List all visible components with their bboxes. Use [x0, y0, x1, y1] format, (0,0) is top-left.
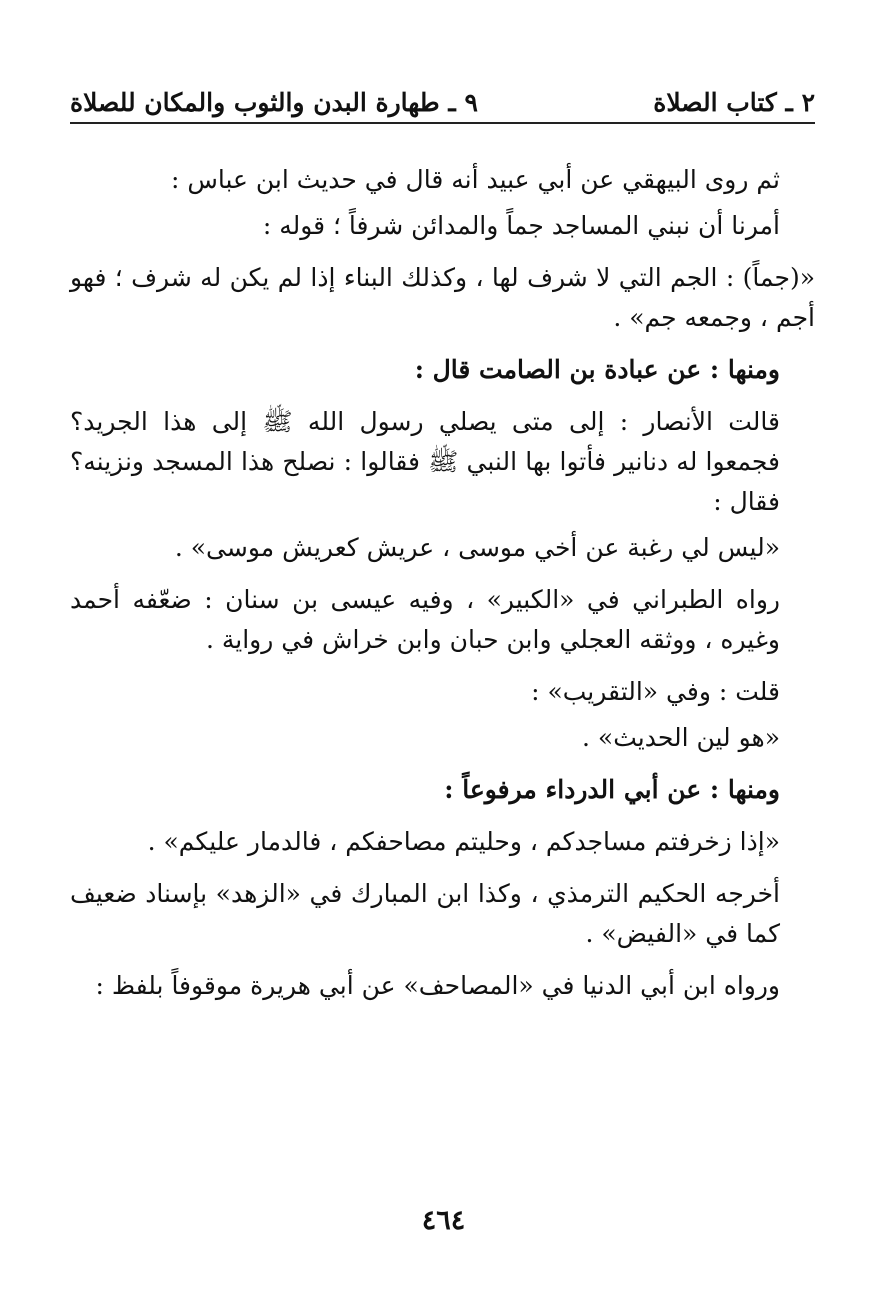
- quote-paragraph: «(جماً) : الجم التي لا شرف لها ، وكذلك البناء إذا لم يكن له شرف ؛ فهو أجم ، وجمعه جم» .: [70, 263, 815, 332]
- chapter-title: ٢ ـ كتاب الصلاة: [653, 88, 815, 117]
- page-number: ٤٦٤: [421, 1205, 466, 1236]
- paragraph: رواه الطبراني في «الكبير» ، وفيه عيسى بن سنان : ضعّفه أحمد وغيره ، ووثقه العجلي وابن حبان وابن خراش في رواية .: [70, 585, 780, 654]
- paragraph: قالت الأنصار : إلى متى يصلي رسول الله ﷺ إلى هذا الجريد؟ فجمعوا له دنانير فأتوا بها النبي ﷺ فقالوا : نصلح هذا المسجد ونزينه؟ فقال :: [70, 407, 780, 516]
- header-divider: [70, 122, 815, 124]
- paragraph: ثم روى البيهقي عن أبي عبيد أنه قال في حديث ابن عباس :: [170, 165, 780, 194]
- paragraph: ورواه ابن أبي الدنيا في «المصاحف» عن أبي هريرة موقوفاً بلفظ :: [95, 971, 780, 1000]
- subheading: ومنها : عن عبادة بن الصامت قال :: [414, 355, 780, 384]
- body-text: [70, 160, 815, 1006]
- running-header: [70, 70, 815, 118]
- paragraph: أخرجه الحكيم الترمذي ، وكذا ابن المبارك في «الزهد» بإسناد ضعيف كما في «الفيض» .: [70, 879, 780, 948]
- section-title: ٩ ـ طهارة البدن والثوب والمكان للصلاة: [70, 88, 478, 117]
- quote-paragraph: «ليس لي رغبة عن أخي موسى ، عريش كعريش موسى» .: [174, 533, 780, 562]
- quote-paragraph: «هو لين الحديث» .: [582, 723, 780, 752]
- paragraph: أمرنا أن نبني المساجد جماً والمدائن شرفاً ؛ قوله :: [262, 211, 780, 240]
- quote-paragraph: «إذا زخرفتم مساجدكم ، وحليتم مصاحفكم ، فالدمار عليكم» .: [147, 827, 780, 856]
- paragraph: قلت : وفي «التقريب» :: [531, 677, 780, 706]
- subheading: ومنها : عن أبي الدرداء مرفوعاً :: [444, 775, 780, 804]
